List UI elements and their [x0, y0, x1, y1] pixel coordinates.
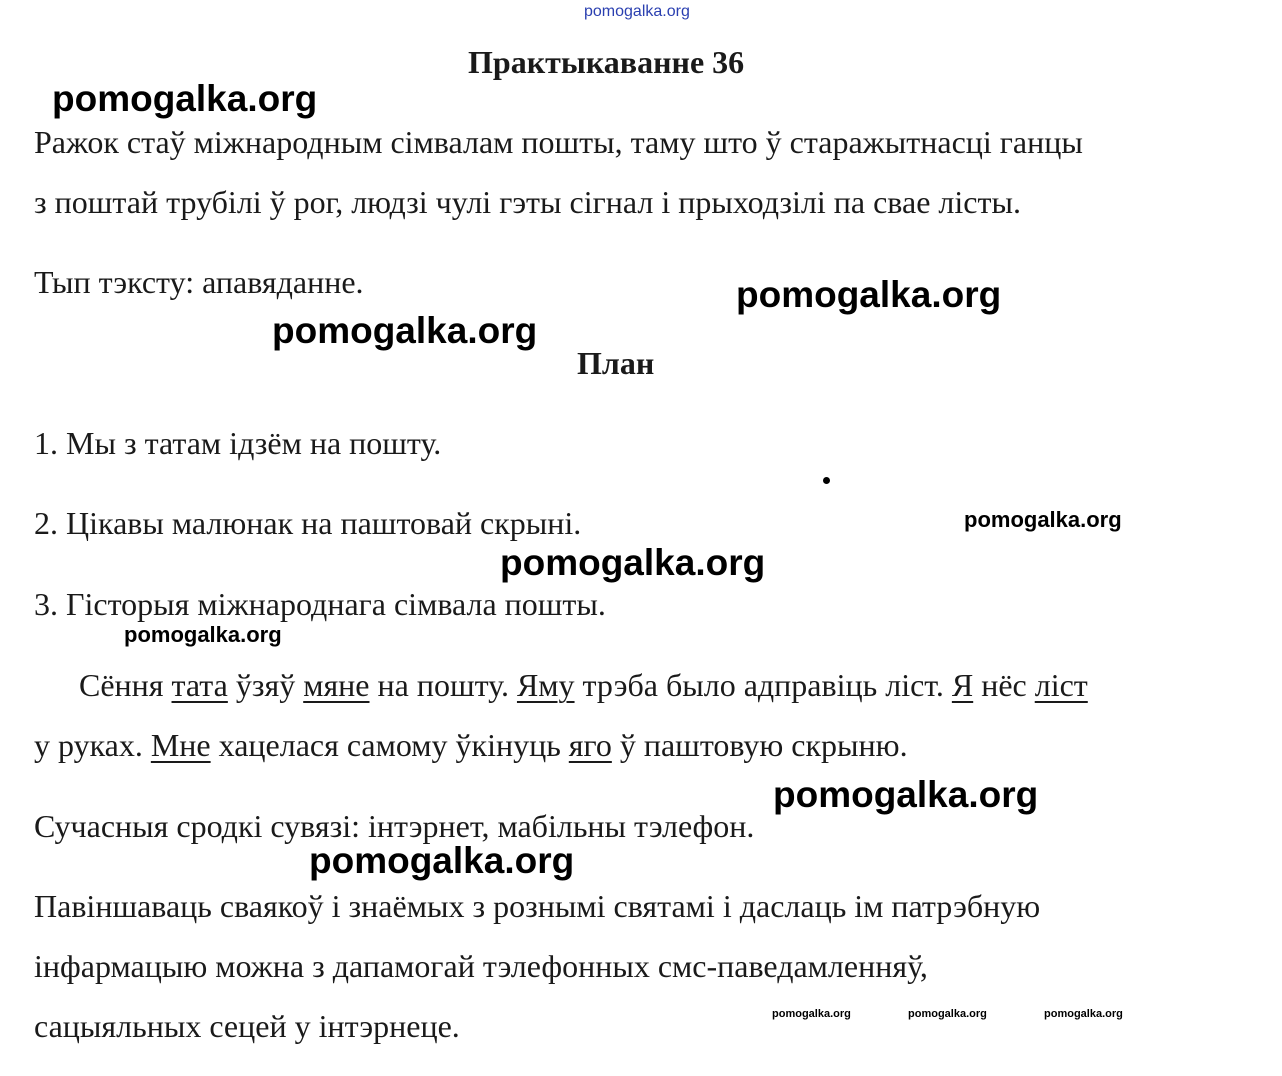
intro-line-1: Ражок стаў міжнародным сімвалам пошты, таму што ў старажытнасці ганцы	[34, 124, 1083, 160]
modern-means: Сучасныя сродкі сувязі: інтэрнет, мабільны тэлефон.	[34, 808, 755, 844]
story-text: трэба было адправіць ліст.	[574, 667, 952, 703]
watermark: pomogalka.org	[772, 1008, 851, 1020]
underlined-word: Я	[951, 667, 974, 703]
plan-item-2: 2. Цікавы малюнак на паштовай скрыні.	[34, 505, 582, 541]
conclusion-line-2: інфармацыю можна з дапамогай тэлефонных смс-паведамленняў,	[34, 948, 928, 984]
underlined-word: тата	[171, 667, 228, 703]
watermark: pomogalka.org	[964, 507, 1122, 532]
watermark: pomogalka.org	[124, 622, 282, 647]
plan-item-3: 3. Гісторыя міжнароднага сімвала пошты.	[34, 586, 606, 622]
underlined-word: яго	[568, 727, 612, 763]
conclusion-line-3: сацыяльных сецей у інтэрнеце.	[34, 1008, 460, 1044]
story-line-2	[34, 725, 908, 765]
watermark: pomogalka.org	[52, 78, 318, 119]
watermark: pomogalka.org	[309, 840, 575, 881]
watermark: pomogalka.org	[500, 542, 766, 583]
underlined-word: ліст	[1034, 667, 1088, 703]
story-text: хацелася самому ўкінуць	[210, 727, 569, 763]
stray-dot	[823, 477, 830, 484]
story-text: Сёння	[79, 667, 172, 703]
story-text: ўзяў	[227, 667, 304, 703]
text-type: Тып тэксту: апавяданне.	[34, 264, 364, 300]
watermark: pomogalka.org	[736, 274, 1002, 315]
story-text: у руках.	[34, 727, 151, 763]
story-line-1	[79, 665, 1088, 705]
story-text: ў паштовую скрыню.	[611, 727, 908, 763]
conclusion-line-1: Павіншаваць сваякоў і знаёмых з рознымі святамі і даслаць ім патрэбную	[34, 888, 1041, 924]
plan-item-1: 1. Мы з татам ідзём на пошту.	[34, 425, 442, 461]
underlined-word: Яму	[516, 667, 575, 703]
watermark: pomogalka.org	[1044, 1008, 1123, 1020]
story-text: на пошту.	[369, 667, 517, 703]
intro-line-2: з поштай трубілі ў рог, людзі чулі гэты сігнал і прыходзілі па свае лісты.	[34, 184, 1021, 220]
watermark: pomogalka.org	[908, 1008, 987, 1020]
story-text: нёс	[973, 667, 1035, 703]
plan-heading: План	[577, 345, 655, 381]
page-title: Практыкаванне 36	[468, 44, 745, 80]
watermark-top: pomogalka.org	[584, 3, 690, 20]
underlined-word: Мне	[150, 727, 211, 763]
underlined-word: мяне	[303, 667, 370, 703]
watermark: pomogalka.org	[272, 310, 538, 351]
watermark: pomogalka.org	[773, 774, 1039, 815]
